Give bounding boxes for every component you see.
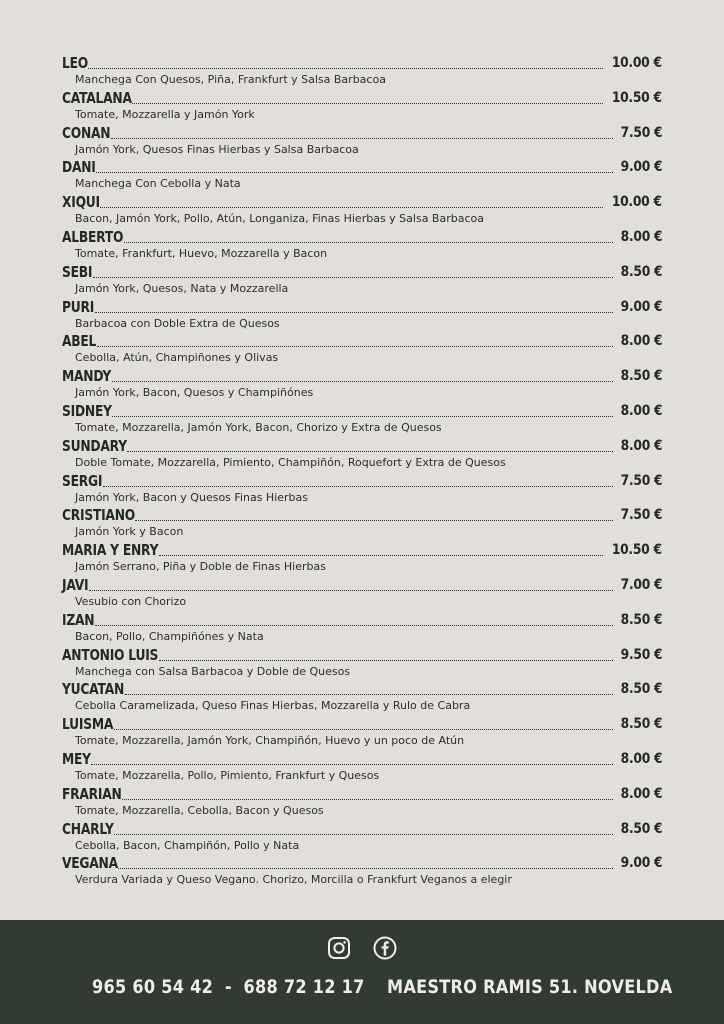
dot-leader bbox=[132, 102, 603, 104]
item-price: 8.00 € bbox=[620, 402, 662, 419]
menu-item bbox=[62, 540, 662, 575]
item-price: 8.50 € bbox=[620, 716, 662, 733]
menu-item bbox=[62, 471, 662, 506]
dot-leader bbox=[112, 380, 613, 382]
item-description: Barbacoa con Doble Extra de Quesos bbox=[75, 316, 280, 330]
item-name: SUNDARY bbox=[62, 436, 127, 455]
item-description: Manchega con Salsa Barbacoa y Doble de Quesos bbox=[75, 664, 351, 678]
item-name: CRISTIANO bbox=[62, 506, 135, 525]
dot-leader bbox=[88, 67, 603, 69]
item-description: Cebolla, Atún, Champiñones y Olivas bbox=[75, 351, 279, 365]
dot-leader bbox=[103, 485, 613, 487]
item-description: Jamón York, Bacon, Quesos y Champiñónes bbox=[75, 386, 314, 400]
menu-item bbox=[62, 53, 662, 88]
item-description: Tomate, Mozzarella, Jamón York, Champiñón, Huevo y un poco de Atún bbox=[75, 734, 465, 748]
dot-leader bbox=[114, 728, 613, 730]
menu-item bbox=[62, 123, 662, 158]
item-description: Cebolla, Bacon, Champiñón, Pollo y Nata bbox=[75, 838, 300, 852]
item-price: 8.50 € bbox=[620, 368, 662, 385]
menu-item bbox=[62, 227, 662, 262]
item-description: Jamón York, Quesos, Nata y Mozzarella bbox=[75, 281, 289, 295]
phone-numbers[interactable]: 965 60 54 42 - 688 72 12 17 bbox=[92, 976, 365, 998]
item-price: 8.00 € bbox=[620, 228, 662, 245]
item-description: Tomate, Mozzarella y Jamón York bbox=[75, 107, 255, 121]
dot-leader bbox=[127, 450, 613, 452]
item-price: 10.00 € bbox=[612, 55, 662, 71]
item-description: Tomate, Mozzarella, Jamón York, Bacon, Chorizo y Extra de Quesos bbox=[75, 420, 442, 434]
menu-item bbox=[62, 714, 662, 749]
item-description: Verdura Variada y Queso Vegano. Chorizo, Morcilla o Frankfurt Veganos a elegir bbox=[75, 873, 512, 887]
item-price: 8.00 € bbox=[620, 333, 662, 350]
item-price: 8.00 € bbox=[620, 785, 662, 802]
item-price: 10.50 € bbox=[612, 542, 662, 559]
dot-leader bbox=[118, 867, 613, 869]
dot-leader bbox=[125, 693, 613, 695]
item-name: MANDY bbox=[62, 367, 112, 386]
item-price: 7.50 € bbox=[620, 507, 662, 524]
item-description: Jamón York, Quesos Finas Hierbas y Salsa Barbacoa bbox=[75, 142, 359, 156]
menu-item bbox=[62, 88, 662, 123]
dot-leader bbox=[93, 276, 613, 278]
dot-leader bbox=[96, 171, 613, 173]
item-description: Jamón York, Bacon y Quesos Finas Hierbas bbox=[75, 490, 308, 504]
menu-item bbox=[62, 401, 662, 436]
footer-bar bbox=[0, 920, 724, 1024]
menu-item bbox=[62, 679, 662, 714]
item-price: 9.00 € bbox=[620, 855, 662, 872]
dot-leader bbox=[89, 589, 613, 591]
item-price: 8.00 € bbox=[620, 750, 662, 767]
item-price: 7.50 € bbox=[620, 124, 662, 141]
item-name: CONAN bbox=[62, 123, 111, 142]
item-price: 8.50 € bbox=[620, 820, 662, 837]
dot-leader bbox=[97, 345, 613, 347]
item-description: Manchega Con Quesos, Piña, Frankfurt y Salsa Barbacoa bbox=[75, 73, 386, 86]
item-description: Manchega Con Cebolla y Nata bbox=[75, 177, 241, 191]
item-price: 10.50 € bbox=[612, 89, 662, 106]
instagram-icon[interactable] bbox=[327, 936, 351, 960]
item-description: Vesubio con Chorizo bbox=[75, 594, 187, 608]
item-description: Doble Tomate, Mozzarella, Pimiento, Champiñón, Roquefort y Extra de Quesos bbox=[75, 455, 506, 469]
item-name: MARIA Y ENRY bbox=[62, 541, 159, 560]
item-description: Bacon, Jamón York, Pollo, Atún, Longaniza, Finas Hierbas y Salsa Barbacoa bbox=[75, 212, 484, 226]
item-name: VEGANA bbox=[62, 854, 118, 873]
item-name: PURI bbox=[62, 297, 95, 316]
item-name: DANI bbox=[62, 158, 96, 177]
item-description: Jamón Serrano, Piña y Doble de Finas Hierbas bbox=[75, 560, 326, 574]
facebook-icon[interactable] bbox=[373, 936, 397, 960]
item-name: LEO bbox=[62, 54, 88, 72]
item-name: CATALANA bbox=[62, 88, 132, 107]
item-description: Cebolla Caramelizada, Queso Finas Hierbas, Mozzarella y Rulo de Cabra bbox=[75, 699, 471, 713]
item-name: ALBERTO bbox=[62, 227, 124, 246]
dot-leader bbox=[100, 206, 603, 208]
menu-item bbox=[62, 366, 662, 401]
dot-leader bbox=[95, 311, 613, 313]
dot-leader bbox=[124, 241, 613, 243]
item-name: SERGI bbox=[62, 471, 103, 490]
item-name: JAVI bbox=[62, 575, 89, 594]
item-price: 10.00 € bbox=[612, 194, 662, 211]
item-name: SIDNEY bbox=[62, 401, 112, 420]
dot-leader bbox=[159, 659, 613, 661]
social-icons bbox=[0, 936, 724, 960]
item-name: IZAN bbox=[62, 610, 95, 629]
item-description: Tomate, Mozzarella, Cebolla, Bacon y Quesos bbox=[75, 803, 324, 817]
item-name: CHARLY bbox=[62, 819, 114, 838]
item-price: 8.00 € bbox=[620, 437, 662, 454]
item-price: 9.00 € bbox=[620, 159, 662, 176]
item-name: FRARIAN bbox=[62, 784, 122, 803]
dot-leader bbox=[114, 833, 613, 835]
item-description: Tomate, Frankfurt, Huevo, Mozzarella y Bacon bbox=[75, 246, 328, 260]
dot-leader bbox=[112, 415, 613, 417]
menu-item bbox=[62, 575, 662, 610]
item-price: 7.00 € bbox=[620, 576, 662, 593]
dot-leader bbox=[159, 554, 603, 556]
menu-item bbox=[62, 784, 662, 819]
item-name: SEBI bbox=[62, 262, 93, 281]
item-name: XIQUI bbox=[62, 193, 100, 212]
item-price: 8.50 € bbox=[620, 263, 662, 280]
menu-item bbox=[62, 505, 662, 540]
menu-item bbox=[62, 297, 662, 332]
item-name: MEY bbox=[62, 749, 91, 768]
menu-item bbox=[62, 436, 662, 471]
pizza-menu-list bbox=[62, 53, 662, 888]
dot-leader bbox=[91, 763, 613, 765]
item-name: ABEL bbox=[62, 332, 97, 351]
dot-leader bbox=[95, 624, 613, 626]
item-name: LUISMA bbox=[62, 715, 114, 734]
dot-leader bbox=[122, 798, 613, 800]
menu-item bbox=[62, 262, 662, 297]
contact-info bbox=[0, 976, 724, 1002]
dot-leader bbox=[111, 137, 613, 139]
item-price: 7.50 € bbox=[620, 472, 662, 489]
dot-leader bbox=[135, 519, 613, 521]
address: MAESTRO RAMIS 51. NOVELDA bbox=[387, 976, 673, 998]
menu-item bbox=[62, 819, 662, 854]
menu-item bbox=[62, 853, 662, 888]
item-description: Jamón York y Bacon bbox=[75, 525, 184, 539]
menu-item bbox=[62, 645, 662, 680]
item-price: 9.50 € bbox=[620, 646, 662, 663]
menu-item bbox=[62, 610, 662, 645]
menu-item bbox=[62, 749, 662, 784]
menu-item bbox=[62, 157, 662, 192]
menu-item bbox=[62, 331, 662, 366]
item-name: YUCATAN bbox=[62, 680, 125, 699]
item-price: 9.00 € bbox=[620, 298, 662, 315]
item-description: Bacon, Pollo, Champiñónes y Nata bbox=[75, 629, 264, 643]
menu-item bbox=[62, 192, 662, 227]
item-price: 8.50 € bbox=[620, 611, 662, 628]
item-description: Tomate, Mozzarella, Pollo, Pimiento, Frankfurt y Quesos bbox=[75, 768, 380, 782]
item-price: 8.50 € bbox=[620, 681, 662, 698]
item-name: ANTONIO LUIS bbox=[62, 645, 159, 664]
